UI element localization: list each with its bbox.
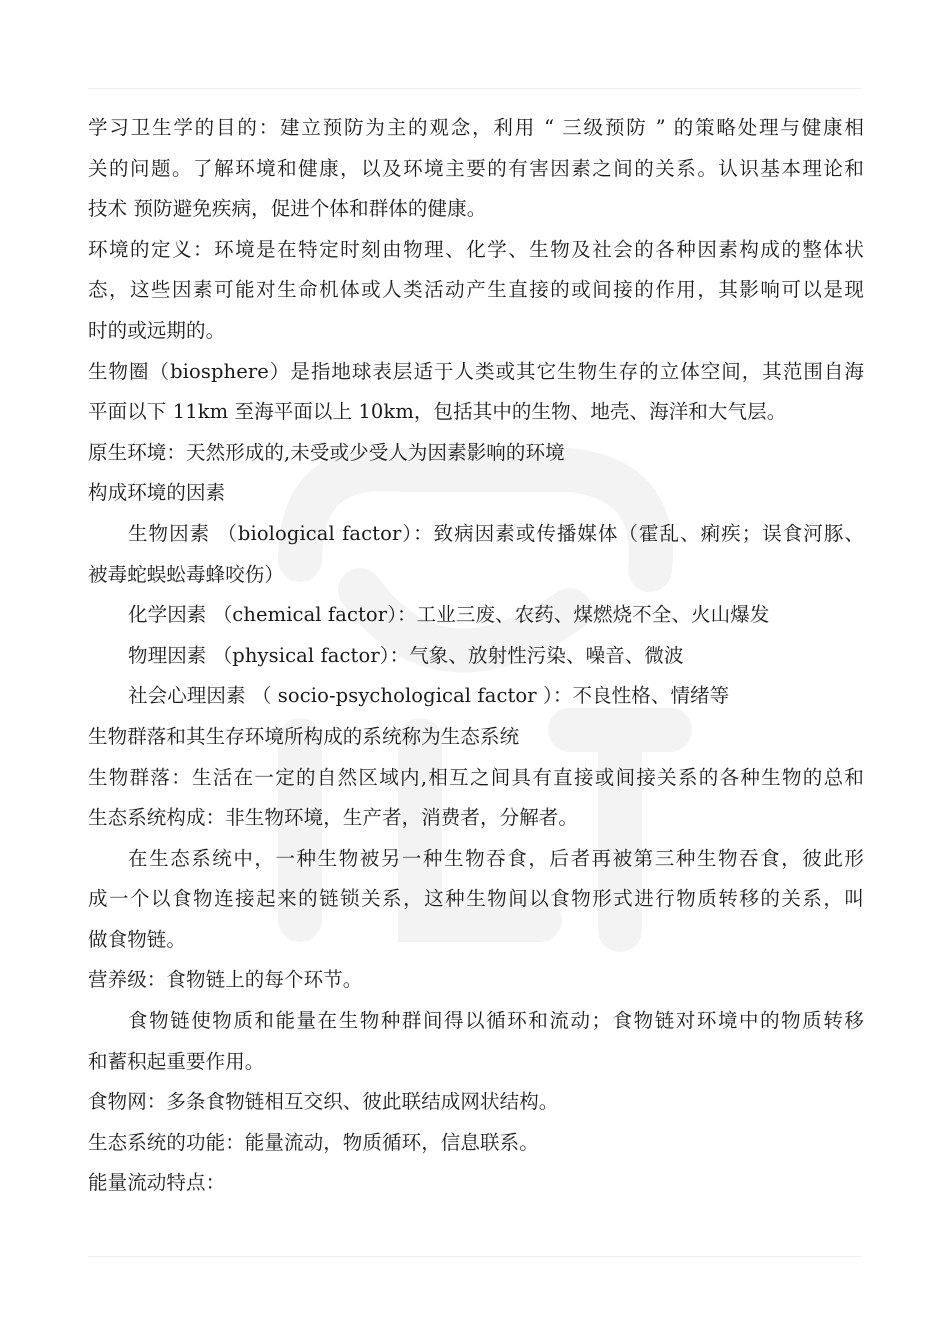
text-line: 被毒蛇蜈蚣毒蜂咬伤） <box>88 562 285 586</box>
text-line: 能量流动特点： <box>88 1171 226 1195</box>
text-line: 时的或远期的。 <box>88 318 226 342</box>
text-line: 态，这些因素可能对生命机体或人类活动产生直接的或间接的作用，其影响可以是现 <box>88 278 864 302</box>
text-line: 成一个以食物连接起来的链锁关系，这种生物间以食物形式进行物质转移的关系，叫 <box>88 887 864 911</box>
text-line: 和蓄积起重要作用。 <box>88 1049 265 1073</box>
text-line: 营养级：食物链上的每个环节。 <box>88 968 363 992</box>
text-line: 原生环境：天然形成的,未受或少受人为因素影响的环境 <box>88 440 565 464</box>
text-line: 生物圈（biosphere）是指地球表层适于人类或其它生物生存的立体空间，其范围自海 <box>88 359 864 383</box>
text-line: 生态系统构成：非生物环境，生产者，消费者，分解者。 <box>88 806 579 830</box>
text-line: 社会心理因素 （ socio-psychological factor ）：不良性格、情绪等 <box>128 684 730 708</box>
text-line: 生态系统的功能：能量流动，物质循环，信息联系。 <box>88 1130 539 1154</box>
text-line: 技术 预防避免疾病，促进个体和群体的健康。 <box>88 197 487 221</box>
document-body <box>88 108 864 1204</box>
header-rule <box>88 88 862 89</box>
text-line: 平面以下 11km 至海平面以上 10km，包括其中的生物、地壳、海洋和大气层。 <box>88 400 787 424</box>
footer-rule <box>88 1256 862 1257</box>
text-line: 食物链使物质和能量在生物种群间得以循环和流动；食物链对环境中的物质转移 <box>128 1009 864 1033</box>
text-line: 学习卫生学的目的：建立预防为主的观念，利用 “ 三级预防 ” 的策略处理与健康相 <box>88 116 864 139</box>
text-line: 物理因素 （physical factor）：气象、放射性污染、噪音、微波 <box>128 643 684 667</box>
text-line: 生物因素 （biological factor）：致病因素或传播媒体（霍乱、痢疾；误食河豚、 <box>128 521 864 545</box>
text-line: 环境的定义：环境是在特定时刻由物理、化学、生物及社会的各种因素构成的整体状 <box>88 237 864 261</box>
section-heading: 构成环境的因素 <box>88 481 226 505</box>
text-line: 生物群落：生活在一定的自然区域内,相互之间具有直接或间接关系的各种生物的总和 <box>88 765 864 789</box>
text-line: 食物网：多条食物链相互交织、彼此联结成网状结构。 <box>88 1090 559 1114</box>
text-line: 关的问题。了解环境和健康，以及环境主要的有害因素之间的关系。认识基本理论和 <box>88 156 864 180</box>
text-line: 化学因素 （chemical factor）：工业三废、农药、煤燃烧不全、火山爆发 <box>128 603 770 627</box>
text-line: 生物群落和其生存环境所构成的系统称为生态系统 <box>88 724 520 748</box>
text-line: 做食物链。 <box>88 927 187 951</box>
text-line: 在生态系统中，一种生物被另一种生物吞食，后者再被第三种生物吞食，彼此形 <box>128 846 864 870</box>
